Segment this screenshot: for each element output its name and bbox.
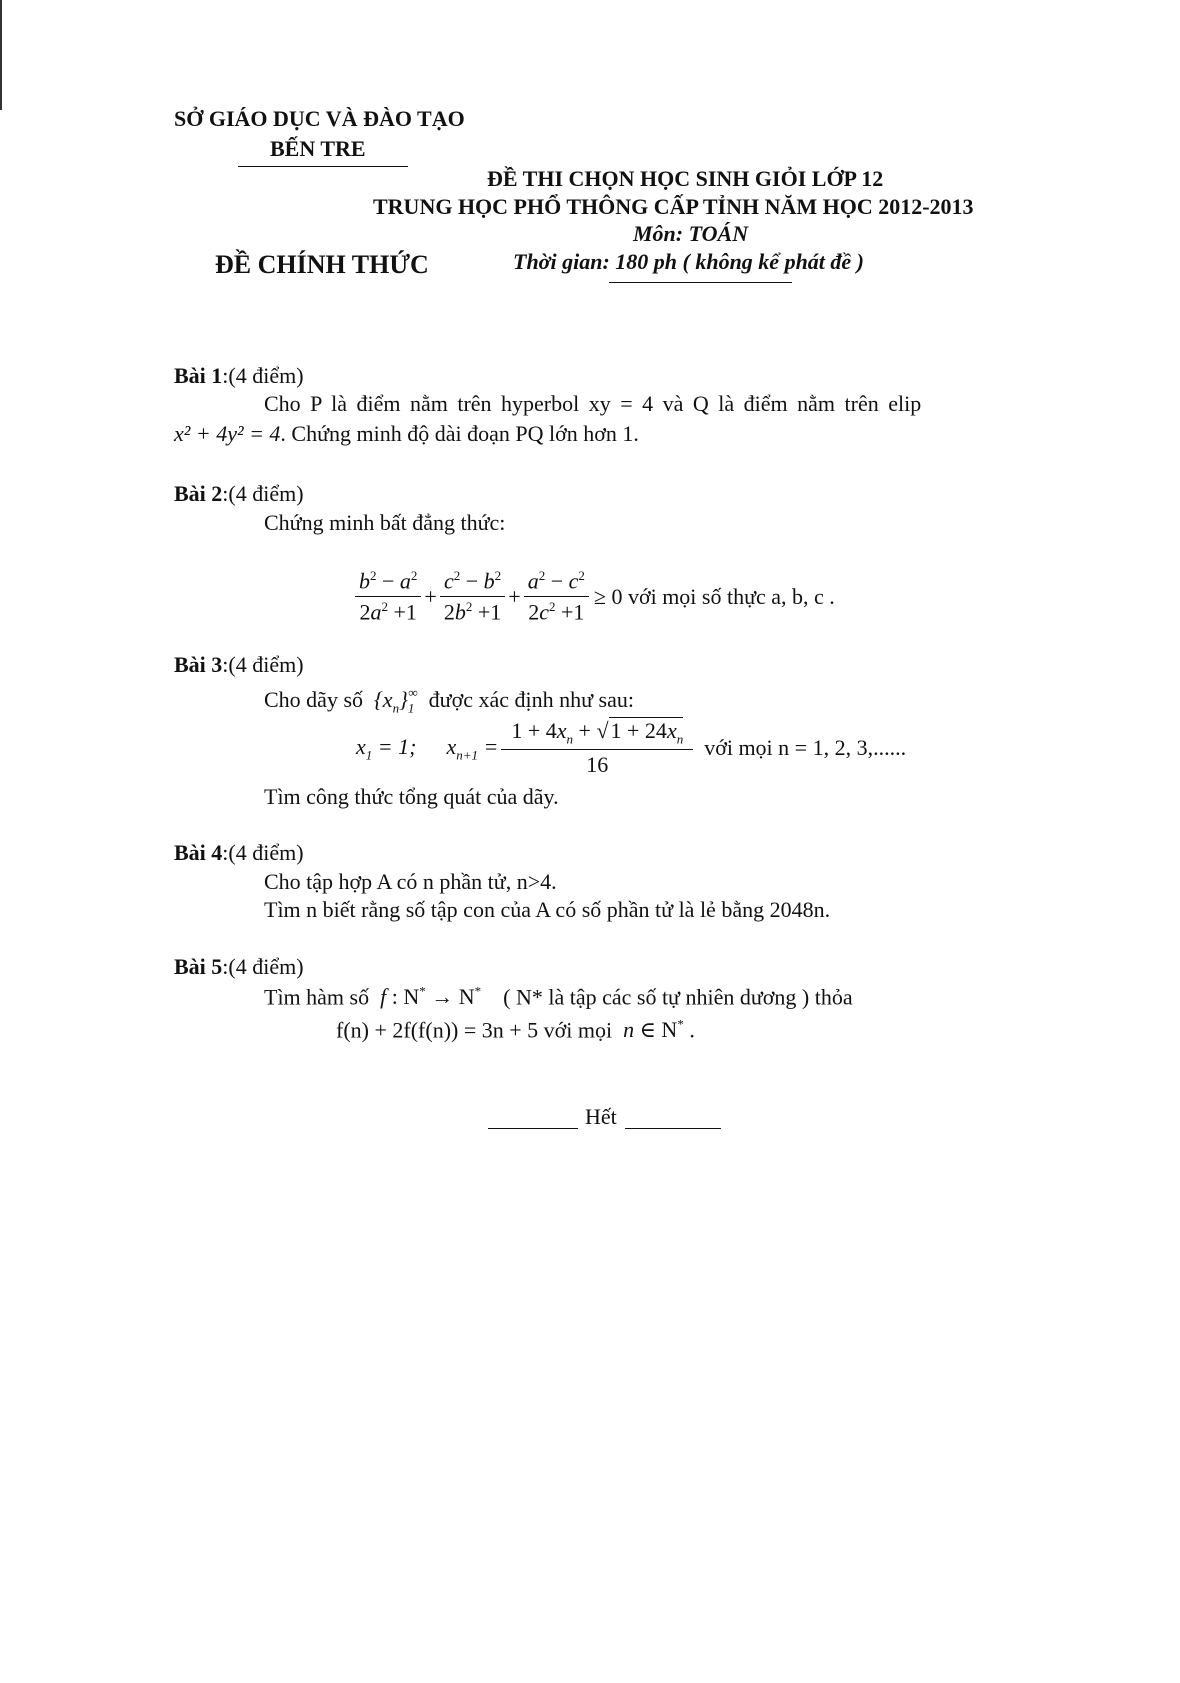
fraction: $\frac{1 + 4x_n + √1 + 24x_n}{16}$ [501,718,693,778]
function-notation: f : N* → N* [380,984,482,1010]
domain-notation: n ∈ N* [623,1017,684,1043]
time-underline [609,282,792,283]
text: ( N* là tập các số tự nhiên dương ) thỏa [503,984,853,1010]
text: . [689,1017,695,1043]
initial-term: $x_1 = 1$; [356,733,417,762]
problem-2-heading [174,481,304,507]
recurrence-tail: với mọi n = 1, 2, 3,...... [704,735,907,761]
problem-1-line2 [174,421,639,447]
end-label: Hết [585,1104,617,1129]
fraction: $\frac{b^2 - a^2}{2a^2 +1}$ [355,568,421,626]
problem-4-line1: Cho tập hợp A có n phần tử, n>4. [264,869,557,894]
province-underline [238,166,408,167]
text: được xác định như sau: [428,687,634,712]
problem-3-heading [174,652,304,678]
sequence-notation: $\{x_n\}_1^\infty$ [374,685,418,716]
recurrence-formula [356,718,906,778]
subject: Môn: TOÁN [633,221,749,246]
problem-5-line2 [336,1017,695,1043]
problem-4-line2: Tìm n biết rằng số tập con của A có số phần tử là lẻ bằng 2048n. [264,897,831,922]
exam-title-line2: TRUNG HỌC PHỔ THÔNG CẤP TỈNH NĂM HỌC 2012-2013 [373,194,974,219]
problem-5-line1 [264,984,853,1010]
exam-time [513,249,864,275]
problem-label: Bài 5 [174,954,223,979]
ellipse-equation: x² + 4y² = 4 [174,421,281,446]
fraction: $\frac{c^2 - b^2}{2b^2 +1}$ [440,568,505,626]
problem-3-line1 [264,685,634,716]
end-rule-right [625,1128,721,1129]
text: Cho dãy số [264,687,363,712]
problem-label: Bài 3 [174,652,223,677]
problem-points: :(4 điểm) [222,363,304,388]
problem-1-text: . Chứng minh độ dài đoạn PQ lớn hơn 1. [280,421,639,446]
problem-points: :(4 điểm) [222,840,304,865]
official-label: ĐỀ CHÍNH THỨC [215,250,429,279]
text: f(n) + 2f(f(n)) = 3n + 5 với mọi [336,1017,613,1043]
time-label: Thời gian: [513,249,610,274]
inequality-tail: ≥ 0 với mọi số thực a, b, c . [593,583,835,609]
problem-3-line3: Tìm công thức tổng quát của dãy. [264,784,559,809]
time-value: 180 ph ( không kể phát đề ) [615,249,865,274]
problem-points: :(4 điểm) [222,954,304,979]
problem-label: Bài 1 [174,363,223,388]
text: Tìm hàm số [264,984,370,1010]
problem-1-heading [174,363,304,389]
problem-5-heading [174,954,304,980]
exam-title-line1: ĐỀ THI CHỌN HỌC SINH GIỎI LỚP 12 [487,166,884,191]
fraction: $\frac{a^2 - c^2}{2c^2 +1}$ [524,568,589,626]
problem-2-line1: Chứng minh bất đẳng thức: [264,510,506,535]
problem-label: Bài 4 [174,840,223,865]
problem-label: Bài 2 [174,481,223,506]
scan-edge [0,0,2,110]
province-name: BẾN TRE [270,136,366,161]
recurrence-lhs: $x_{n+1}$ = [446,733,499,762]
problem-4-heading [174,840,304,866]
problem-points: :(4 điểm) [222,652,304,677]
problem-points: :(4 điểm) [222,481,304,506]
end-rule-left [488,1128,578,1129]
department-name: SỞ GIÁO DỤC VÀ ĐÀO TẠO [174,106,465,131]
inequality-formula: $\frac{b^2 - a^2}{2a^2 +1}$ + $\frac{c^2 - b^2}{2b^2 +1}$ + $\frac{a^2 - c^2}{2c^2 +1}$ ≥ 0 với mọi số thực a, b, c . [352,568,835,626]
problem-1-line1: Cho P là điểm nằm trên hyperbol xy = 4 và Q là điểm nằm trên elip [264,391,922,416]
